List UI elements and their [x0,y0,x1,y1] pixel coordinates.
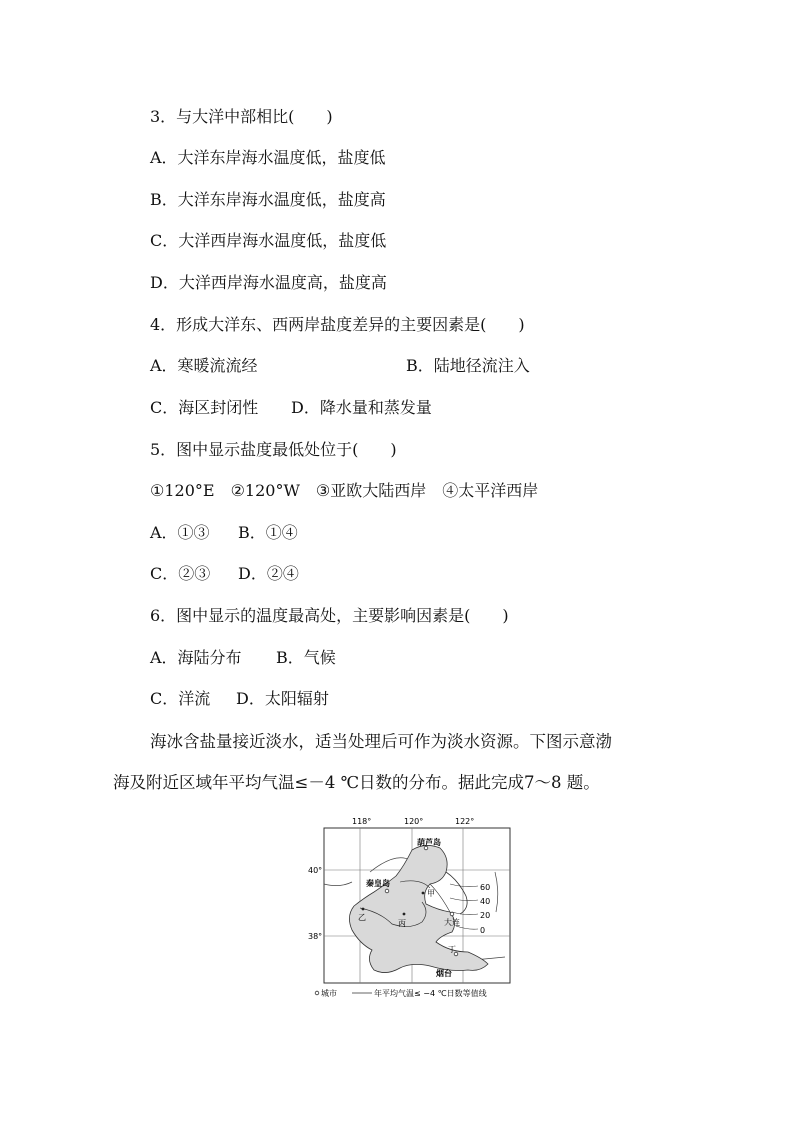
q4-option-d: D．降水量和蒸发量 [291,398,432,417]
bohai-map [300,812,530,1002]
isoline-label-40: 40 [480,897,491,906]
place-yi: 乙 [358,913,366,922]
q6-option-b: B．气候 [276,648,336,667]
q6-option-a: A．海陆分布 [150,648,242,667]
place-dalian: 大连 [444,918,460,927]
q6-stem: 6．图中显示的温度最高处，主要影响因素是( ) [150,606,509,625]
point-marker-bing [403,913,406,916]
legend-city-label: 城市 [321,989,337,998]
lat-label-40: 40° [308,866,323,875]
q4-stem: 4．形成大洋东、西两岸盐度差异的主要因素是( ) [150,315,525,334]
point-marker-yi [362,908,365,911]
q5-stem: 5．图中显示盐度最低处位于( ) [150,440,397,459]
bohai-map-figure [300,812,530,1002]
q3-option-c: C．大洋西岸海水温度低，盐度低 [150,231,387,250]
intro-line-1: 海冰含盐量接近淡水，适当处理后可作为淡水资源。下图示意渤 [150,732,612,751]
lon-label-120: 120° [404,817,424,826]
place-yantai: 烟台 [436,969,452,978]
point-marker-jia [422,892,425,895]
q5-option-a: A．①③ [150,523,210,542]
q5-choices: ①120°E ②120°W ③亚欧大陆西岸 ④太平洋西岸 [150,481,539,500]
q3-option-b: B．大洋东岸海水温度低，盐度高 [150,190,386,209]
q3-option-a: A．大洋东岸海水温度低，盐度低 [150,148,386,167]
place-huludao: 葫芦岛 [417,838,441,847]
place-qinhuangdao: 秦皇岛 [366,879,390,888]
city-marker-qinhuangdao [385,889,389,893]
q5-option-b: B．①④ [238,523,298,542]
q6-option-d: D．太阳辐射 [236,689,329,708]
lon-label-118: 118° [352,817,372,826]
q5-option-d: D．②④ [238,564,299,583]
legend-isoline-label: 年平均气温≤ −4 ℃日数等值线 [374,989,487,998]
q4-option-c: C．海区封闭性 [150,398,259,417]
place-jia: 甲 [427,889,435,898]
intro-line-2: 海及附近区域年平均气温≤－4 ℃日数的分布。据此完成7～8 题。 [113,773,600,792]
isoline-label-20: 20 [480,911,491,920]
place-ding: 丁 [448,945,456,954]
q3-stem: 3．与大洋中部相比( ) [150,107,333,126]
q6-option-c: C．洋流 [150,689,211,708]
place-bing: 丙 [398,919,406,928]
q3-option-d: D．大洋西岸海水温度高，盐度高 [150,273,387,292]
q4-option-b: B．陆地径流注入 [406,356,530,375]
isoline-label-0: 0 [480,926,486,935]
q4-option-a: A．寒暖流流经 [150,356,258,375]
legend-city-icon [315,991,319,995]
lat-label-38: 38° [308,932,323,941]
city-marker-dalian [450,912,454,916]
isoline-label-60: 60 [480,883,491,892]
q5-option-c: C．②③ [150,564,211,583]
lon-label-122: 122° [455,817,475,826]
